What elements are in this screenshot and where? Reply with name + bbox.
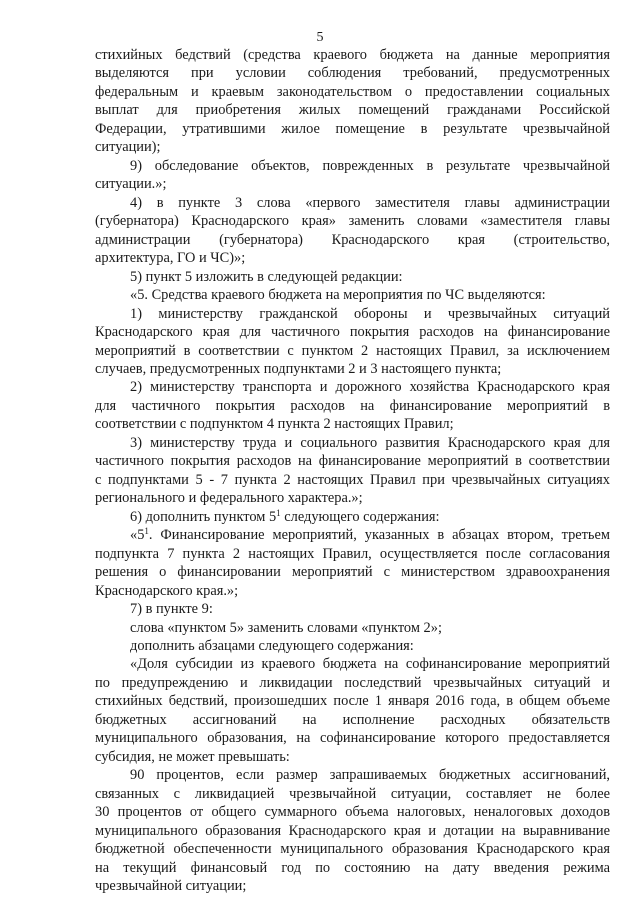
text-line: дополнить абзацами следующего содержания:: [130, 638, 414, 654]
text-line: слова «пунктом 5» заменить словами «пунктом 2»;: [130, 619, 442, 636]
text-line: 30 процентов от общего суммарного объема налоговых, неналоговых доходов: [95, 804, 610, 821]
text-line: 1) министерству гражданской обороны и чрезвычайных ситуаций: [130, 305, 610, 322]
text-line: по предупреждению и ликвидации последствий чрезвычайных ситуаций и: [95, 674, 610, 691]
page-number: 5: [316, 30, 324, 45]
text-line: мероприятий в соответствии с пунктом 2 настоящих Правил, за исключением: [95, 342, 610, 359]
text-line: администрации (губернатора) Краснодарского края (строительство,: [95, 231, 610, 248]
text-line: 2) министерству транспорта и дорожного хозяйства Краснодарского края: [130, 379, 610, 396]
text-line: [95, 526, 610, 544]
text-line: на текущий финансовый год по состоянию на дату введения режима: [95, 859, 610, 876]
text-line: регионального и федерального характера.»;: [95, 490, 363, 507]
text-line: Краснодарского края.»;: [95, 582, 239, 599]
text-line: выплат для приобретения жилых помещений гражданами Российской: [95, 102, 610, 119]
text-line: решения о финансировании мероприятий с министерством здравоохранения: [95, 564, 610, 581]
text-line: 9) обследование объектов, поврежденных в результате чрезвычайной: [130, 157, 610, 174]
text-line: муниципального образования, на софинансирование которого предоставляется: [95, 730, 610, 747]
text-line: ситуации);: [95, 139, 161, 156]
text-line: бюджетных ассигнований на исполнение расходных обязательств: [95, 711, 610, 728]
text-segment: «5: [130, 527, 145, 544]
text-line: 7) в пункте 9:: [130, 601, 213, 618]
superscript: 1: [276, 507, 281, 518]
text-line: субсидия, не может превышать:: [95, 748, 290, 765]
text-line: частичного покрытия расходов на финансирование мероприятий в соответствии: [95, 453, 610, 470]
text-line: Краснодарского края для частичного покрытия расходов на финансирование: [95, 324, 610, 341]
text-line: случаев, предусмотренных подпунктами 2 и 3 настоящего пункта;: [95, 360, 502, 377]
text-line: стихийных бедствий (средства краевого бюджета на данные мероприятия: [95, 47, 610, 63]
text-line: 90 процентов, если размер запрашиваемых бюджетных ассигнований,: [130, 767, 610, 784]
text-line: подпункта 7 пункта 2 настоящих Правил, осуществляется после согласования: [95, 545, 610, 562]
text-line: (губернатора) Краснодарского края» заменить словами «заместителя главы: [95, 213, 610, 230]
text-segment: . Финансирование мероприятий, указанных в абзацах втором, третьем: [148, 527, 610, 544]
text-line: выделяются при условии соблюдения требований, предусмотренных: [95, 65, 610, 82]
text-line: с подпунктами 5 - 7 пункта 2 настоящих Правил при чрезвычайных ситуациях: [95, 471, 610, 488]
text-line: чрезвычайной ситуации;: [95, 878, 247, 895]
text-line: «5. Средства краевого бюджета на мероприятия по ЧС выделяются:: [130, 287, 546, 304]
text-line: 3) министерству труда и социального развития Краснодарского края для: [130, 434, 610, 451]
superscript: 1: [144, 526, 149, 537]
text-line: муниципального образования Краснодарского края и дотации на выравнивание: [95, 822, 610, 839]
text-line: Федерации, утратившими жилое помещение в результате чрезвычайной: [95, 120, 610, 137]
body-text: [95, 46, 610, 896]
text-line: «Доля субсидии из краевого бюджета на софинансирование мероприятий: [130, 656, 610, 673]
text-line: для частичного покрытия расходов на финансирование мероприятий в: [95, 397, 610, 414]
text-line: 4) в пункте 3 слова «первого заместителя главы администрации: [130, 194, 610, 211]
text-line: бюджетной обеспеченности муниципального образования Краснодарского края: [95, 841, 610, 858]
text-line: [95, 508, 610, 526]
text-line: стихийных бедствий, произошедших после 1 января 2016 года, в общем объеме: [95, 693, 610, 710]
text-segment: 6) дополнить пунктом 5: [130, 508, 277, 525]
text-line: ситуации.»;: [95, 176, 167, 193]
text-line: 5) пункт 5 изложить в следующей редакции:: [130, 268, 403, 285]
text-line: архитектура, ГО и ЧС)»;: [95, 250, 246, 267]
text-line: федеральным и краевым законодательством о предоставлении социальных: [95, 83, 610, 100]
text-line: соответствии с подпунктом 4 пункта 2 настоящих Правил;: [95, 416, 454, 433]
text-segment: следующего содержания:: [280, 508, 440, 525]
text-line: связанных с ликвидацией чрезвычайной ситуации, составляет не более: [95, 785, 610, 802]
